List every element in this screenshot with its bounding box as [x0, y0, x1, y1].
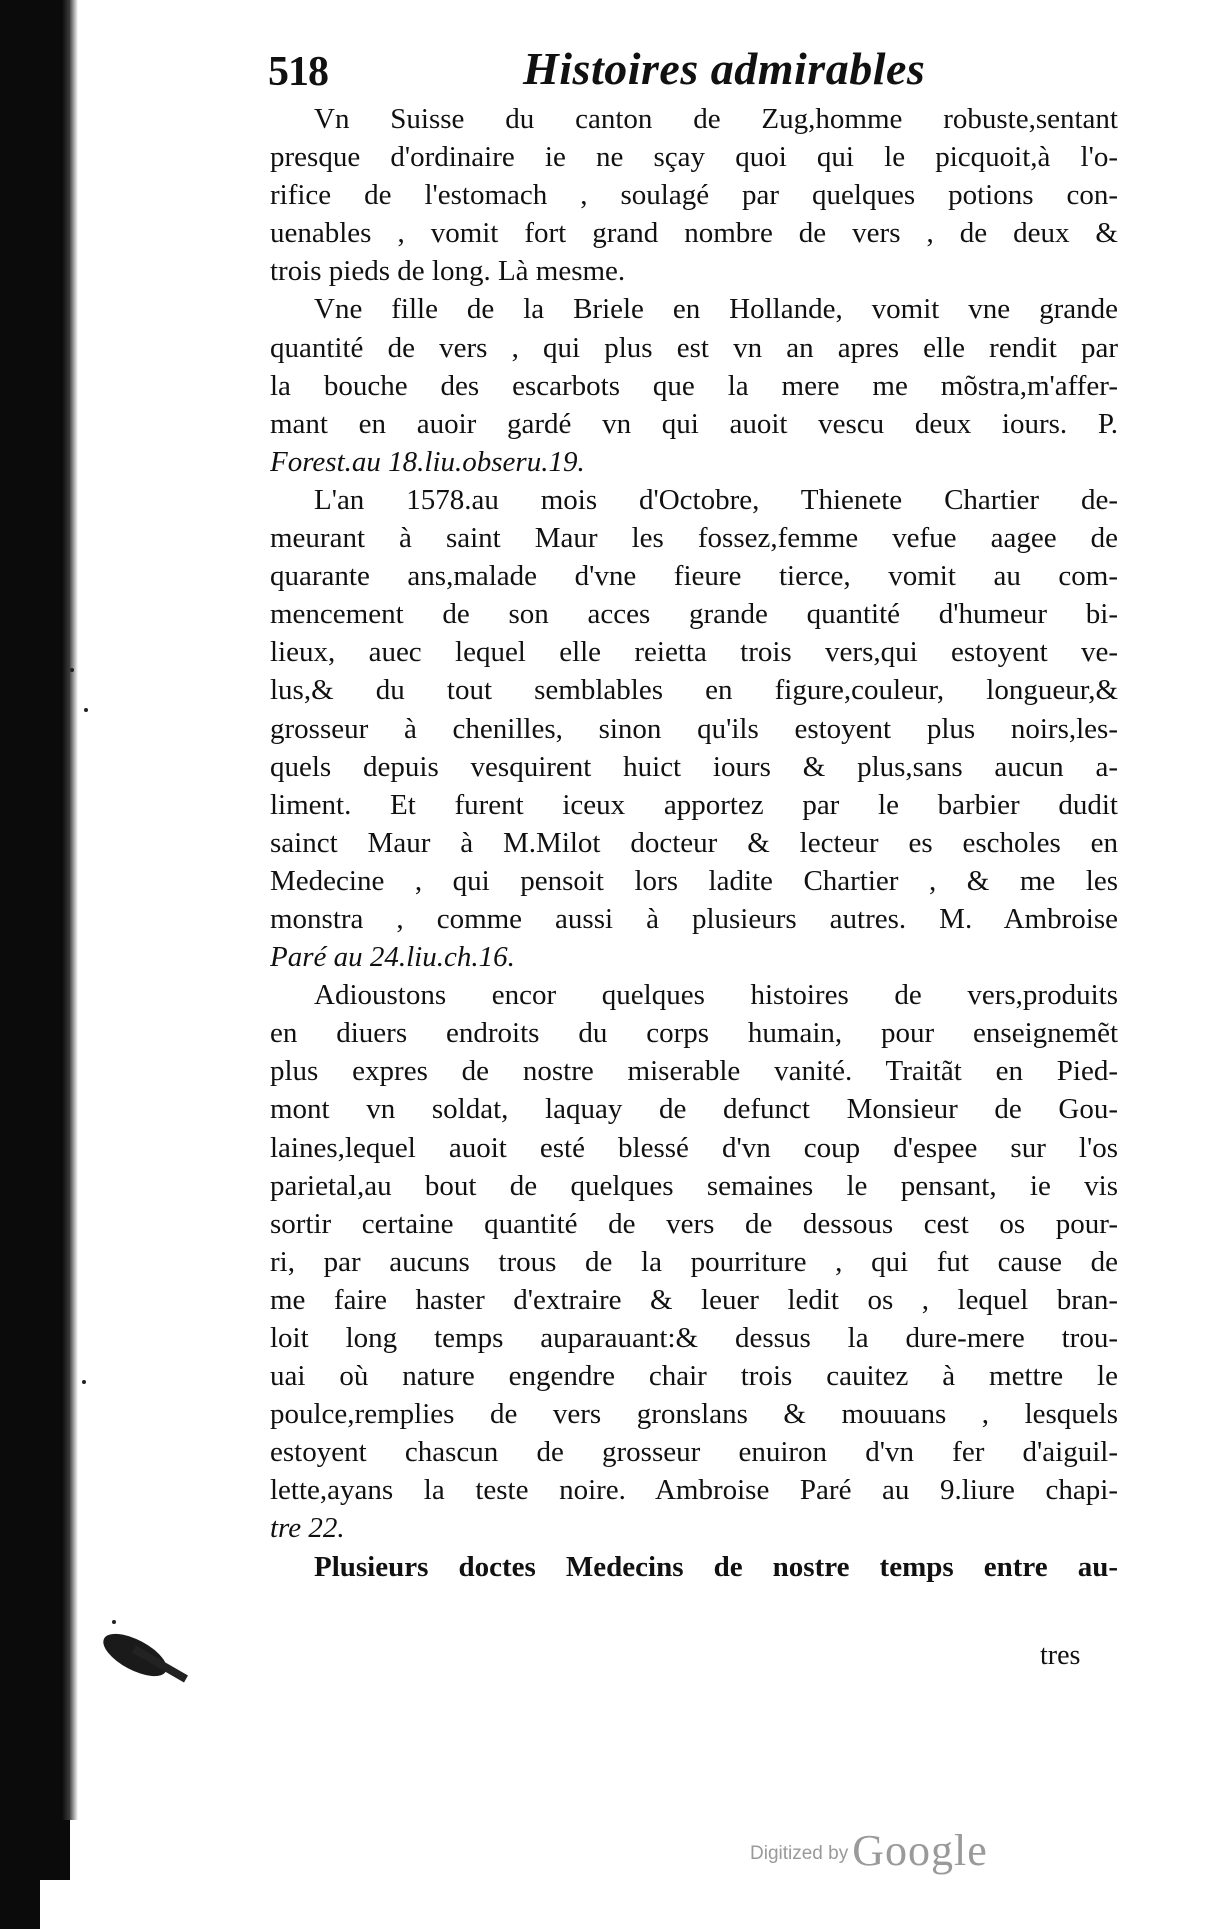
text-line: sortir certaine quantité de vers de dessous cest os pour- [270, 1207, 1118, 1240]
text-line: grosseur à chenilles, sinon qu'ils estoyent plus noirs,les- [270, 712, 1118, 745]
binding-shadow [0, 0, 70, 1880]
text-line: Vn Suisse du canton de Zug,homme robuste,sentant [314, 103, 1118, 135]
body-text [270, 100, 1118, 1586]
text-line: rifice de l'estomach , soulagé par quelques potions con- [270, 179, 1118, 212]
ink-speck [70, 668, 74, 672]
text-line: plus expres de nostre miserable vanité. Traitãt en Pied- [270, 1055, 1118, 1088]
digitization-watermark [750, 1825, 988, 1876]
page-number: 518 [268, 49, 328, 95]
text-line: quarante ans,malade d'vne fieure tierce, vomit au com- [270, 560, 1118, 593]
text-line: laines,lequel auoit esté blessé d'vn coup d'espee sur l'os [270, 1131, 1118, 1164]
text-line: Plusieurs doctes Medecins de nostre temps entre au- [314, 1550, 1118, 1583]
ink-speck [84, 708, 88, 712]
text-line: liment. Et furent iceux apportez par le barbier dudit [270, 788, 1118, 821]
watermark-prefix: Digitized by [750, 1843, 849, 1864]
text-line: monstra , comme aussi à plusieurs autres. M. Ambroise [270, 902, 1118, 935]
text-line: parietal,au bout de quelques semaines le pensant, ie vis [270, 1169, 1118, 1202]
text-line [270, 443, 1118, 481]
text-line: lette,ayans la teste noire. Ambroise Paré au 9.liure chapi- [270, 1474, 1118, 1507]
text-line: ri, par aucuns trous de la pourriture , qui fut cause de [270, 1245, 1118, 1278]
page-header [268, 42, 1128, 106]
text-line: L'an 1578.au mois d'Octobre, Thienete Chartier de- [314, 483, 1118, 516]
watermark-brand: Google [852, 1826, 988, 1875]
catchword: tres [1040, 1640, 1081, 1671]
text-line: quels depuis vesquirent huict iours & plus,sans aucun a- [270, 750, 1118, 783]
text-line: en diuers endroits du corps humain, pour enseignemẽt [270, 1017, 1118, 1050]
ink-speck [112, 1620, 116, 1624]
text-line: meurant à saint Maur les fossez,femme vefue aagee de [270, 522, 1118, 555]
text-line: lus,& du tout semblables en figure,couleur, longueur,& [270, 674, 1118, 707]
text-line: uai où nature engendre chair trois cauitez à mettre le [270, 1360, 1118, 1393]
text-line: sainct Maur à M.Milot docteur & lecteur es escholes en [270, 826, 1118, 859]
text-line: Adioustons encor quelques histoires de vers,produits [314, 979, 1118, 1012]
text-line: uenables , vomit fort grand nombre de vers , de deux & [270, 217, 1118, 250]
ink-blot [97, 1625, 173, 1684]
citation: Paré au 24.liu.ch.16. [270, 941, 515, 974]
text-line: mont vn soldat, laquay de defunct Monsieur de Gou- [270, 1093, 1118, 1126]
running-title: Histoires admirables [523, 43, 926, 94]
text-line: trois pieds de long. Là mesme. [270, 255, 626, 288]
binding-shadow-bottom [0, 1880, 40, 1929]
text-line: la bouche des escarbots que la mere me mõstra,m'affer- [270, 369, 1118, 402]
binding-shadow-fade [62, 0, 78, 1820]
text-line [270, 1509, 1118, 1547]
text-line: lieux, auec lequel elle reietta trois vers,qui estoyent ve- [270, 636, 1118, 669]
citation: tre 22. [270, 1512, 345, 1545]
text-line: Medecine , qui pensoit lors ladite Chartier , & me les [270, 864, 1118, 897]
text-line: presque d'ordinaire ie ne sçay quoi qui le picquoit,à l'o- [270, 141, 1118, 174]
text-line: Vne fille de la Briele en Hollande, vomit vne grande [314, 293, 1118, 326]
text-line: mant en auoir gardé vn qui auoit vescu deux iours. P. [270, 407, 1118, 440]
text-line [270, 938, 1118, 976]
text-line: mencement de son acces grande quantité d'humeur bi- [270, 598, 1118, 631]
text-line: poulce,remplies de vers gronslans & mouuans , lesquels [270, 1398, 1118, 1431]
citation: Forest.au 18.liu.obseru.19. [270, 445, 585, 478]
text-line: quantité de vers , qui plus est vn an apres elle rendit par [270, 331, 1118, 364]
text-line: loit long temps auparauant:& dessus la dure-mere trou- [270, 1322, 1118, 1354]
ink-speck [82, 1380, 86, 1384]
text-line: me faire haster d'extraire & leuer ledit os , lequel bran- [270, 1283, 1118, 1316]
text-line: estoyent chascun de grosseur enuiron d'vn fer d'aiguil- [270, 1436, 1118, 1469]
